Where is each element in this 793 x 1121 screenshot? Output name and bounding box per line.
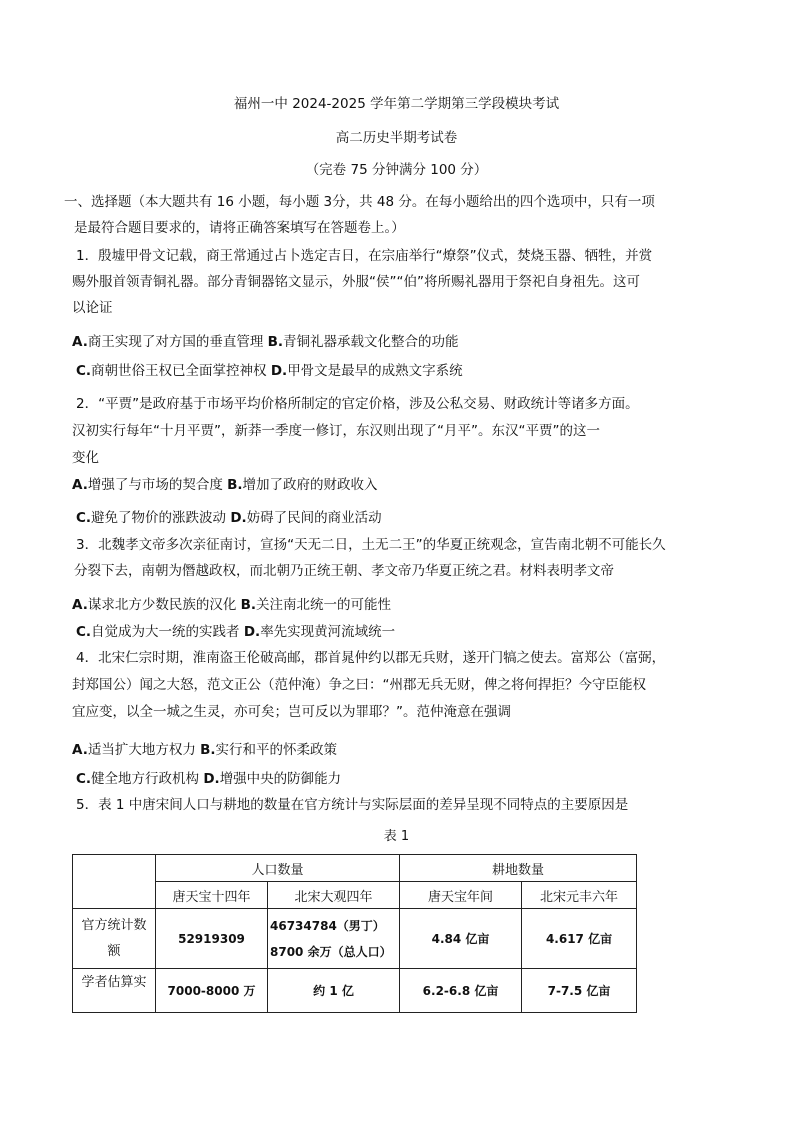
cell-estimate-song-land: 7-7.5 亿亩 <box>522 969 637 1013</box>
q2-stem-line-2: 汉初实行每年“十月平贾”，新莽一季度一修订，东汉则出现了“月平”。东汉“平贾”的这一 <box>72 423 600 439</box>
table-corner-cell <box>73 855 156 909</box>
q1-options-cd <box>76 361 463 381</box>
section-instruction-line-2: 是最符合题目要求的，请将正确答案填写在答题卷上。） <box>74 220 405 236</box>
q3-option-a-text: 谋求北方少数民族的汉化 <box>87 597 241 613</box>
q4-option-c-key: C. <box>76 771 92 787</box>
header-song-pop: 北宋大观四年 <box>268 882 400 909</box>
exam-subtitle: 高二历史半期考试卷 <box>335 130 458 146</box>
q4-options-ab <box>72 740 337 760</box>
q4-stem-line-1: 4．北宋仁宗时期，淮南盗王伦破高邮，郡首晁仲约以郡无兵财，遂开门犒之使去。富郑公（富弼， <box>76 650 666 666</box>
q1-stem-line-1: 1．殷墟甲骨文记载，商王常通过占卜选定吉日，在宗庙举行“燎祭”仪式，焚烧玉器、牺牲，并赏 <box>76 248 653 264</box>
q1-stem-line-2: 赐外服首领青铜礼器。部分青铜器铭文显示，外服“侯”“伯”将所赐礼器用于祭祀自身祖先。这可 <box>72 274 640 290</box>
cell-estimate-tang-pop: 7000-8000 万 <box>156 969 268 1013</box>
exam-title: 福州一中 2024-2025 学年第二学期第三学段模块考试 <box>233 96 560 112</box>
q3-stem-line-1: 3．北魏孝文帝多次亲征南讨，宣扬“天无二日，土无二王”的华夏正统观念，宣告南北朝不可能长久 <box>76 537 666 553</box>
q4-stem-line-3: 宜应变，以全一城之生灵，亦可矣；岂可反以为罪耶？”。范仲淹意在强调 <box>72 704 511 720</box>
cell-estimate-song-pop: 约 1 亿 <box>268 969 400 1013</box>
q4-options-cd <box>76 769 341 789</box>
q2-option-c-text: 避免了物价的涨跌波动 <box>91 510 231 526</box>
q3-option-c-text: 自觉成为大一统的实践者 <box>91 624 244 640</box>
row-label-official <box>73 909 156 969</box>
q3-option-d-key: D. <box>243 624 261 640</box>
q5-stem: 5．表 1 中唐宋间人口与耕地的数量在官方统计与实际层面的差异呈现不同特点的主要原因是 <box>76 797 629 813</box>
q3-options-cd <box>76 622 395 642</box>
q4-option-a-text: 适当扩大地方权力 <box>87 742 201 758</box>
q3-option-c-key: C. <box>76 624 92 640</box>
q1-option-a-key: A. <box>72 334 88 350</box>
q4-stem-line-2: 封郑国公）闻之大怒，范文正公（范仲淹）争之曰：“州郡无兵无财，俾之将何捍拒？今守臣能权 <box>72 677 646 693</box>
header-tang-pop: 唐天宝十四年 <box>156 882 268 909</box>
q2-option-d-key: D. <box>230 510 247 526</box>
q2-option-a-text: 增强了与市场的契合度 <box>87 477 228 493</box>
table-row-estimate <box>73 969 637 1013</box>
q1-option-a-text: 商王实现了对方国的垂直管理 <box>87 334 268 350</box>
q1-options-ab <box>72 332 459 352</box>
q3-option-d-text: 率先实现黄河流域统一 <box>260 624 396 640</box>
q1-stem-line-3: 以论证 <box>72 300 113 316</box>
q4-option-a-key: A. <box>72 742 88 758</box>
header-song-land: 北宋元丰六年 <box>522 882 637 909</box>
row-label-estimate: 学者估算实 <box>73 969 156 1013</box>
cell-estimate-tang-land: 6.2-6.8 亿亩 <box>400 969 522 1013</box>
table-row-official <box>73 909 637 969</box>
row-label-official-line-2: 额 <box>107 943 121 959</box>
section-instruction-line-1: 一、选择题（本大题共有 16 小题，每小题 3分，共 48 分。在每小题给出的四个选项中，只有一项 <box>64 194 655 210</box>
q1-option-b-text: 青铜礼器承载文化整合的功能 <box>283 334 459 350</box>
q1-option-d-key: D. <box>270 363 288 379</box>
q2-stem-line-1: 2．“平贾”是政府基于市场平均价格所制定的官定价格，涉及公私交易、财政统计等诸多方面。 <box>76 396 639 412</box>
q3-option-b-key: B. <box>240 597 257 613</box>
q3-options-ab <box>72 595 391 615</box>
q2-option-a-key: A. <box>72 477 88 493</box>
q4-option-b-text: 实行和平的怀柔政策 <box>215 742 338 758</box>
exam-time-note: （完卷 75 分钟满分 100 分） <box>305 162 488 178</box>
q3-option-b-text: 关注南北统一的可能性 <box>256 597 392 613</box>
header-farmland: 耕地数量 <box>400 855 637 882</box>
q4-option-d-key: D. <box>203 771 220 787</box>
cell-official-song-pop-line-2: 8700 余万（总人口） <box>270 944 392 959</box>
q1-option-c-key: C. <box>76 363 92 379</box>
q2-options-ab <box>72 475 378 495</box>
q2-option-c-key: C. <box>76 510 92 526</box>
q2-option-b-text: 增加了政府的财政收入 <box>242 477 378 493</box>
q2-stem-line-3: 变化 <box>72 450 99 466</box>
cell-official-tang-pop: 52919309 <box>156 909 268 969</box>
q1-option-b-key: B. <box>267 334 284 350</box>
table-group-header-row <box>73 855 637 882</box>
cell-official-song-pop-line-1: 46734784（男丁） <box>270 918 385 933</box>
cell-official-tang-land: 4.84 亿亩 <box>400 909 522 969</box>
q2-option-b-key: B. <box>227 477 243 493</box>
cell-official-song-land: 4.617 亿亩 <box>522 909 637 969</box>
q4-option-b-key: B. <box>200 742 216 758</box>
table-subheader-row <box>73 882 637 909</box>
cell-official-song-pop <box>268 909 400 969</box>
header-tang-land: 唐天宝年间 <box>400 882 522 909</box>
row-label-official-line-1: 官方统计数 <box>81 917 147 933</box>
q2-options-cd <box>76 508 382 528</box>
q4-option-d-text: 增强中央的防御能力 <box>219 771 342 787</box>
q1-option-c-text: 商朝世俗王权已全面掌控神权 <box>91 363 271 379</box>
q3-option-a-key: A. <box>72 597 88 613</box>
q3-stem-line-2: 分裂下去，南朝为僭越政权，而北朝乃正统王朝、孝文帝乃华夏正统之君。材料表明孝文帝 <box>74 563 614 579</box>
q4-option-c-text: 健全地方行政机构 <box>91 771 204 787</box>
table-caption: 表 1 <box>383 829 410 844</box>
q2-option-d-text: 妨碍了民间的商业活动 <box>246 510 382 526</box>
q1-option-d-text: 甲骨文是最早的成熟文字系统 <box>287 363 463 379</box>
header-population: 人口数量 <box>156 855 400 882</box>
population-land-table <box>72 854 637 1013</box>
